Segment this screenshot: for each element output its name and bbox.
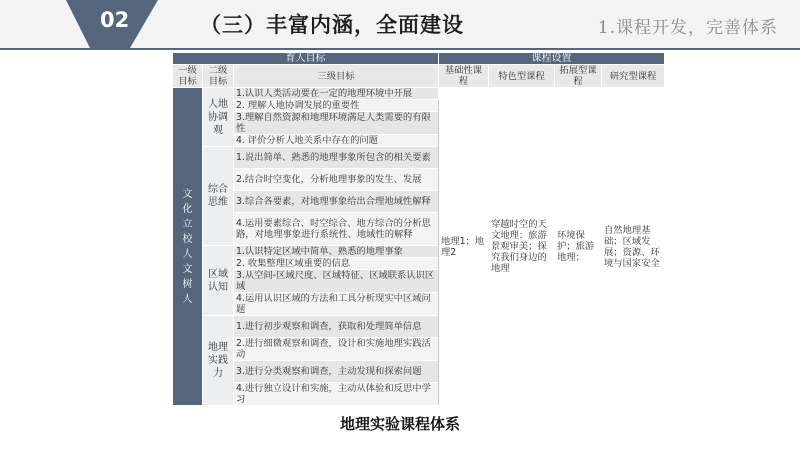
header-divider [0, 48, 800, 50]
col-header-level3: 三级目标 [234, 65, 439, 88]
table-caption: 地理实验课程体系 [339, 415, 460, 433]
level3-item: 1.进行初步观察和调查，获取和处理简单信息 [234, 316, 439, 338]
course-featured: 穿越时空的天文地理；旅游景观审美；探究我们身边的地理 [489, 88, 555, 406]
level3-item: 4.运用要素综合、时空综合、地方综合的分析思路，对地理事象进行系统性、地域性的解释 [234, 213, 439, 246]
level3-item: 3.进行分类观察和调查，主动发现和探索问题 [234, 361, 439, 383]
level3-item: 2.进行细微观察和调查，设计和实施地理实践活动 [234, 338, 439, 361]
level2-goal: 地理实践力 [203, 316, 234, 406]
col-header-featured: 特色型课程 [489, 65, 555, 88]
curriculum-table [172, 52, 660, 412]
level3-item: 1.说出简单、熟悉的地理事象所包含的相关要素 [234, 147, 439, 169]
col-header-level2: 二级目标 [203, 65, 234, 88]
course-extended: 环境保护；旅游地理； [555, 88, 602, 406]
section-number-tab [0, 0, 158, 48]
col-header-extended: 拓展型课程 [555, 65, 602, 88]
course-basic: 地理1；地理2 [439, 88, 489, 406]
group-header-courses: 课程设置 [439, 53, 665, 65]
col-header-level1: 一级目标 [173, 65, 203, 88]
level3-item: 4.运用认识区域的方法和工具分析现实中区域问题 [234, 293, 439, 316]
level3-item: 4.进行独立设计和实施，主动从体验和反思中学习 [234, 383, 439, 406]
level3-item: 1.认识人类活动要在一定的地理环境中开展 [234, 88, 439, 100]
level3-item: 2. 收集整理区域重要的信息 [234, 258, 439, 270]
level3-item: 2. 理解人地协调发展的重要性 [234, 100, 439, 112]
level2-goal: 区域认知 [203, 246, 234, 316]
group-header-goals: 育人目标 [173, 53, 439, 65]
level2-goal: 人地协调观 [203, 88, 234, 147]
col-header-research: 研究型课程 [602, 65, 665, 88]
level2-goal: 综合思维 [203, 147, 234, 246]
col-header-basic: 基础性课程 [439, 65, 489, 88]
section-number: 02 [100, 8, 130, 32]
level3-item: 1.认识特定区域中简单、熟悉的地理事象 [234, 246, 439, 258]
page-subtitle: 1.课程开发，完善体系 [597, 18, 778, 38]
level3-item: 4. 评价分析人地关系中存在的问题 [234, 135, 439, 147]
level3-item: 3.理解自然资源和地理环境满足人类需要的有限性 [234, 112, 439, 135]
level3-item: 3.从空间-区域尺度、区域特征、区域联系认识区域 [234, 270, 439, 293]
level1-goal: 文化立校 人文树人 [173, 88, 203, 406]
level3-item: 2.结合时空变化，分析地理事象的发生、发展 [234, 169, 439, 191]
course-research: 自然地理基础；区域发展；资源、环境与国家安全 [602, 88, 665, 406]
level3-item: 3.综合各要素，对地理事象给出合理地域性解释 [234, 191, 439, 213]
page-title: （三）丰富内涵，全面建设 [200, 13, 464, 37]
